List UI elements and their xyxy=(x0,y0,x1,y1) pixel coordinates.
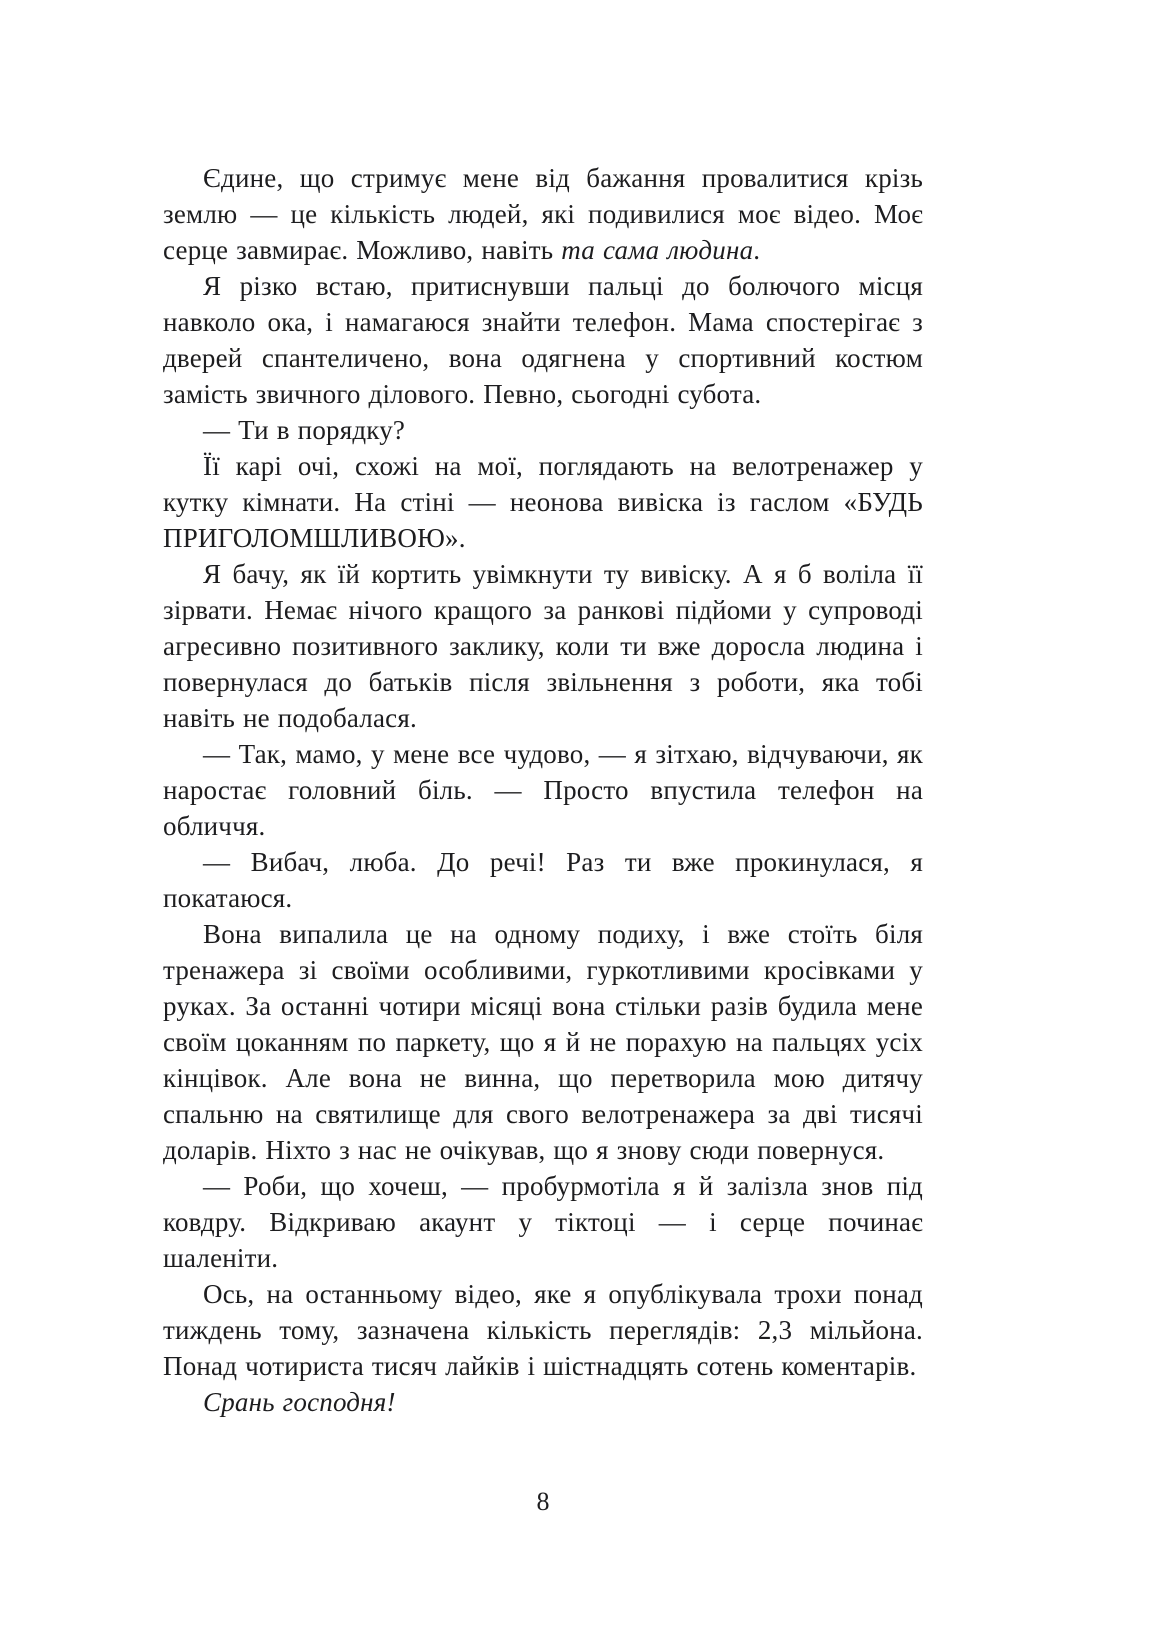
italic-text-segment: Срань господня! xyxy=(203,1387,396,1417)
paragraph xyxy=(163,412,923,448)
paragraph xyxy=(163,556,923,736)
text-segment: Єдине, що стримує мене від бажання провалитися крізь землю — це кількість людей, які подивилися моє відео. Моє серце завмирає. Можливо, навіть xyxy=(163,163,923,265)
paragraph xyxy=(163,736,923,844)
text-segment: — Вибач, люба. До речі! Раз ти вже прокинулася, я покатаюся. xyxy=(163,847,923,913)
paragraph xyxy=(163,448,923,556)
text-segment: — Так, мамо, у мене все чудово, — я зітхаю, відчуваючи, як наростає головний біль. — Просто впустила телефон на обличчя. xyxy=(163,739,923,841)
text-segment: Ось, на останньому відео, яке я опублікувала трохи понад тиждень тому, зазначена кількість переглядів: 2,3 мільйона. Понад чотириста тисяч лайків і шістнадцять сотень коментарів. xyxy=(163,1279,923,1381)
page-number: 8 xyxy=(536,1487,550,1516)
paragraph xyxy=(163,268,923,412)
text-segment: Я бачу, як їй кортить увімкнути ту вивіску. А я б воліла її зірвати. Немає нічого кращого за ранкові підйоми у супроводі агресивно позитивного заклику, коли ти вже доросла людина і повернулася до батьків після звільнення з роботи, яка тобі навіть не подобалася. xyxy=(163,559,923,733)
paragraph xyxy=(163,1168,923,1276)
paragraph xyxy=(163,1276,923,1384)
text-segment: Я різко встаю, притиснувши пальці до болючого місця навколо ока, і намагаюся знайти телефон. Мама спостерігає з дверей спантеличено, вона одягнена у спортивний костюм замість звичного ділового. Певно, сьогодні субота. xyxy=(163,271,923,409)
italic-text-segment: та сама людина xyxy=(561,235,754,265)
text-segment: — Ти в порядку? xyxy=(203,415,406,445)
text-block xyxy=(163,160,923,1420)
text-segment: . xyxy=(753,235,761,265)
paragraph xyxy=(163,160,923,268)
paragraph xyxy=(163,844,923,916)
paragraph xyxy=(163,1384,923,1420)
text-segment: Її карі очі, схожі на мої, поглядають на велотренажер у кутку кімнати. На стіні — неонова вивіска із гаслом «БУДЬ ПРИГОЛОМШЛИВОЮ». xyxy=(163,451,923,553)
paragraph xyxy=(163,916,923,1168)
text-segment: — Роби, що хочеш, — пробурмотіла я й залізла знов під ковдру. Відкриваю акаунт у тіктоці — і серце починає шаленіти. xyxy=(163,1171,923,1273)
text-segment: Вона випалила це на одному подиху, і вже стоїть біля тренажера зі своїми особливими, гуркотливими кросівками у руках. За останні чотири місяці вона стільки разів будила мене своїм цоканням по паркету, що я й не порахую на пальцях усіх кінцівок. Але вона не винна, що перетворила мою дитячу спальню на святилище для свого велотренажера за дві тисячі доларів. Ніхто з нас не очікував, що я знову сюди повернуся. xyxy=(163,919,923,1165)
